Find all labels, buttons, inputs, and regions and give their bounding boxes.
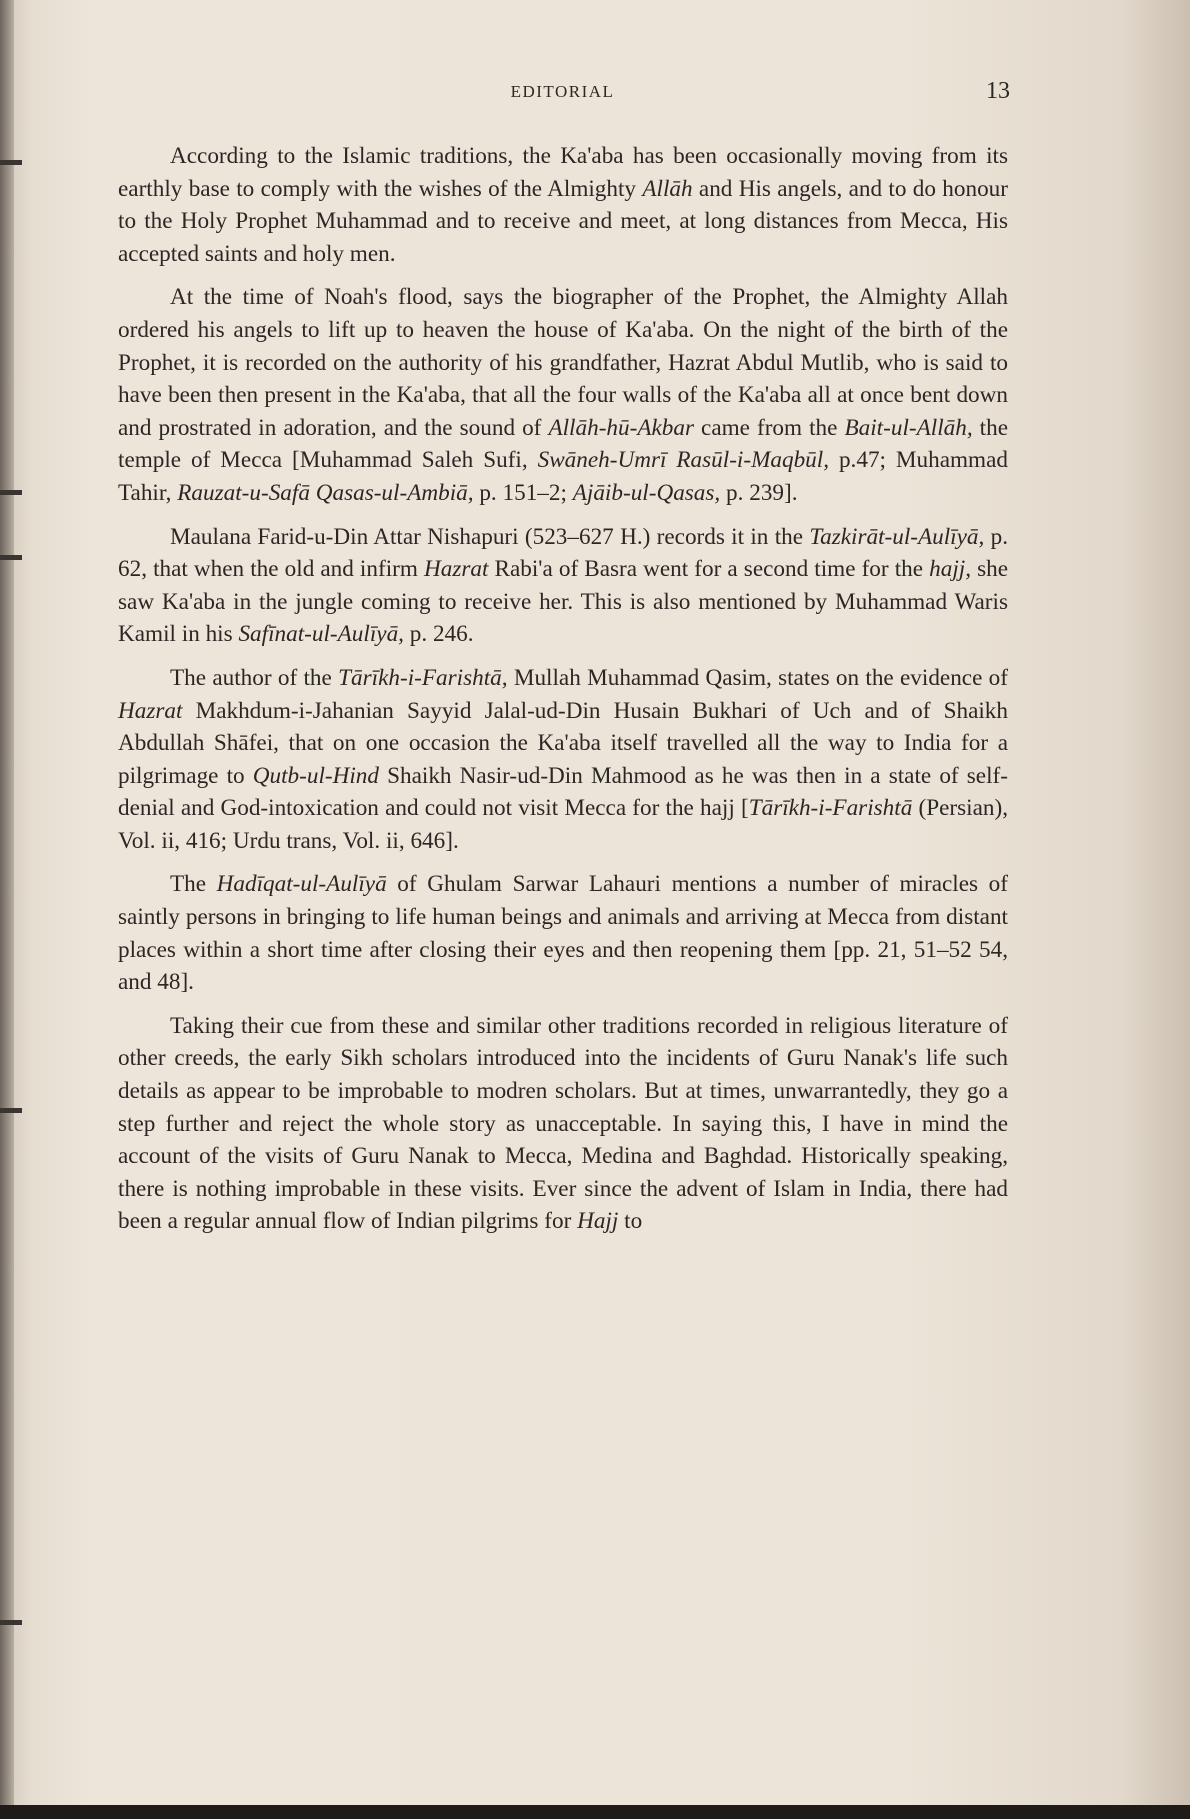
text-run: At the time of Noah's flood, says the biographer of the Prophet, the Almighty Allah ordered his angels to lift up to heaven the house of Ka'aba. On the night of the birth of the Prophet, it is recorded on the authority of his grandfather, Hazrat Abdul Mutlib, who is said to have been then present in the Ka'aba, that all the four walls of the Ka'aba all at once bent down and prostrated in adoration, and the sound of: [118, 284, 1008, 441]
paragraph: [118, 140, 1008, 270]
text-run: p. 151–2;: [473, 479, 573, 506]
italic-title: hajj,: [929, 556, 971, 583]
text-run: The author of the: [170, 664, 339, 691]
italic-title: Hazrat: [423, 556, 489, 583]
text-run: Maulana Farid-u-Din Attar Nishapuri (523–627 H.) records it in the: [170, 523, 810, 550]
text-run: p. 239].: [720, 479, 798, 506]
text-run: Taking their cue from these and similar other traditions recorded in religious literature of other creeds, the early Sikh scholars introduced into the incidents of Guru Nanak's life such details as appear to be improbable to modren scholars. But at times, unwarrantedly, they go a step further and reject the whole story as unacceptable. In saying this, I have in mind the account of the visits of Guru Nanak to Mecca, Medina and Baghdad. Historically speaking, there is nothing improbable in these visits. Ever since the advent of Islam in India, there had been a regular annual flow of Indian pilgrims for: [118, 1012, 1008, 1235]
text-run: According to the Islamic traditions, the Ka'aba has been occasionally moving from its earthly base to comply with the wishes of the Almighty: [118, 143, 1008, 202]
binding-mark: [0, 1108, 22, 1113]
italic-title: Bait-ul-Allāh,: [844, 414, 973, 441]
binding-mark: [0, 160, 22, 165]
paragraph: [118, 281, 1008, 509]
paragraph: [118, 521, 1008, 651]
italic-title: Allāh-hū-Akbar: [548, 414, 694, 441]
italic-title: Tārīkh-i-Farishtā: [748, 795, 913, 822]
paragraph: [118, 1010, 1008, 1238]
text-run: Mullah Muhammad Qasim, states on the evidence of: [507, 664, 1009, 691]
text-run: Rabi'a of Basra went for a second time for the: [488, 556, 930, 583]
text-run: of Ghulam Sarwar Lahauri mentions a number of miracles of saintly persons in bringing to life human beings and animals and arriving at Mecca from distant places within a short time after closing their eyes and then reopening them [pp. 21, 51–52 54, and 48].: [118, 871, 1008, 996]
text-run: p. 246.: [403, 621, 474, 648]
italic-title: Tārīkh-i-Farishtā,: [338, 664, 508, 691]
paragraph: [118, 662, 1008, 858]
italic-title: Hajj: [577, 1208, 619, 1235]
text-run: The: [170, 871, 217, 898]
italic-title: Ajāib-ul-Qasas,: [572, 479, 721, 506]
page-bottom-edge: [0, 1805, 1190, 1819]
text-run: came from the: [694, 414, 845, 441]
binding-mark: [0, 490, 22, 495]
running-head: EDITORIAL: [510, 82, 615, 101]
italic-title: Rauzat-u-Safā Qasas-ul-Ambiā,: [177, 479, 474, 506]
text-run: the temple of Mecca [Muhammad Saleh Sufi,: [118, 414, 1009, 474]
text-run: Makhdum-i-Jahanian Sayyid Jalal-ud-Din Husain Bukhari of Uch and of Shaikh Abdullah Shāfei, that on one occasion the Ka'aba itself travelled all the way to India for a pilgrimage to: [118, 697, 1008, 789]
italic-title: Qutb-ul-Hind: [252, 762, 379, 789]
text-run: to: [618, 1208, 643, 1235]
italic-title: Hadīqat-ul-Aulīyā: [216, 871, 387, 898]
page-number: 13: [986, 78, 1010, 104]
page-binding-edge: [0, 0, 14, 1819]
text-run: (Persian), Vol. ii, 416; Urdu trans, Vol. ii, 646].: [118, 795, 1008, 854]
italic-title: Allāh: [642, 175, 693, 202]
italic-title: Tazkirāt-ul-Aulīyā,: [809, 523, 985, 550]
paragraph: [118, 868, 1008, 998]
text-run: and His angels, and to do honour to the Holy Prophet Muhammad and to receive and meet, at long distances from Mecca, His accepted saints and holy men.: [118, 175, 1008, 267]
binding-mark: [0, 1620, 22, 1625]
binding-mark: [0, 555, 22, 560]
text-run: p.47; Muhammad Tahir,: [118, 447, 1008, 506]
page-header: [115, 78, 1010, 118]
italic-title: Hazrat: [118, 697, 183, 724]
body-text: [118, 140, 1008, 1249]
text-run: p. 62, that when the old and infirm: [118, 523, 1009, 583]
text-run: Shaikh Nasir-ud-Din Mahmood as he was then in a state of self-denial and God-intoxication and could not visit Mecca for the hajj [: [118, 762, 1008, 822]
text-run: she saw Ka'aba in the jungle coming to receive her. This is also mentioned by Muhammad Waris Kamil in his: [118, 556, 1008, 648]
italic-title: Swāneh-Umrī Rasūl-i-Maqbūl,: [537, 447, 830, 474]
italic-title: Safīnat-ul-Aulīyā,: [238, 621, 404, 648]
